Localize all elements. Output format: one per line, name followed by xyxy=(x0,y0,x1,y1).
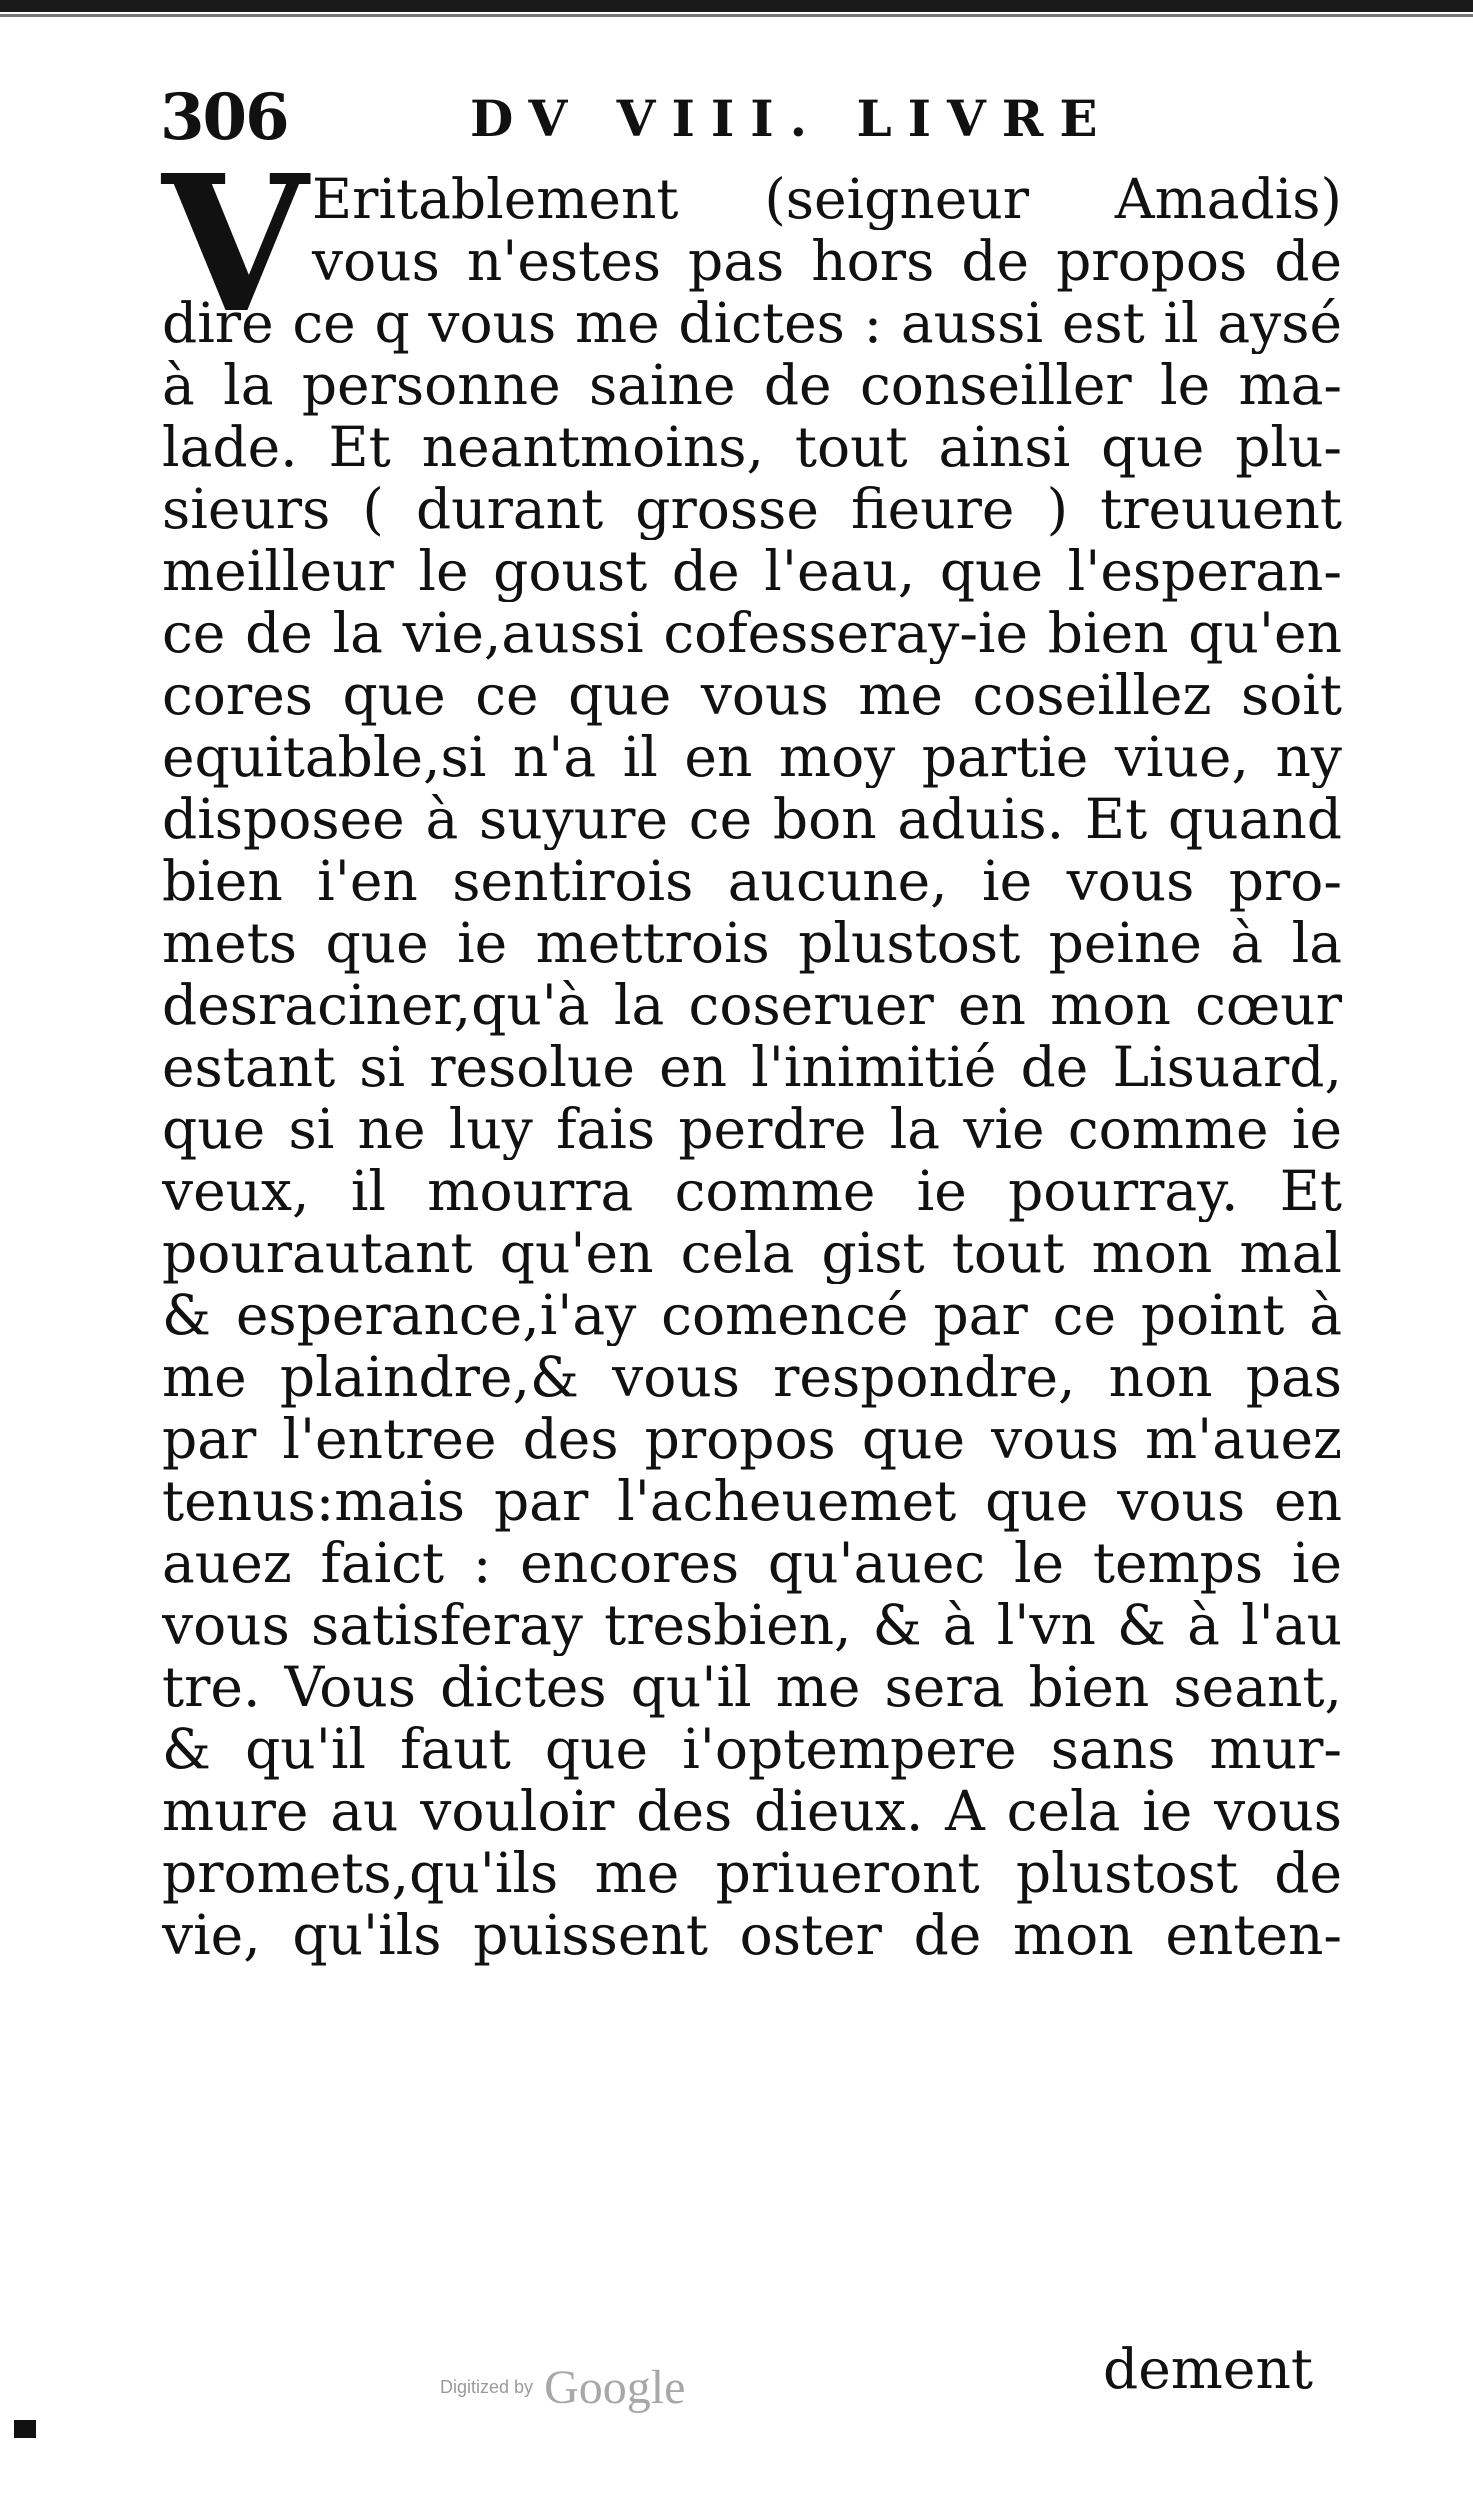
drop-cap: V xyxy=(162,134,308,355)
text-line: à la personne saine de conseiller le ma- xyxy=(162,354,1342,416)
top-border-thin-rule xyxy=(0,14,1473,17)
text-line: sieurs ( durant grosse fieure ) treuuent xyxy=(162,478,1342,540)
text-line: pourautant qu'en cela gist tout mon mal xyxy=(162,1222,1342,1284)
text-line: & esperance,i'ay comencé par ce point à xyxy=(162,1284,1342,1346)
text-line: & qu'il faut que i'optempere sans mur- xyxy=(162,1718,1342,1780)
text-line: tenus:mais par l'acheuemet que vous en xyxy=(162,1470,1342,1532)
text-line: bien i'en sentirois aucune, ie vous pro- xyxy=(162,850,1342,912)
text-line: mets que ie mettrois plustost peine à la xyxy=(162,912,1342,974)
text-line: vous n'estes pas hors de propos de xyxy=(312,230,1342,292)
text-line: dire ce q vous me dictes : aussi est il aysé xyxy=(162,292,1342,354)
text-line: desraciner,qu'à la coseruer en mon cœur xyxy=(162,974,1342,1036)
google-logo: Google xyxy=(544,2361,686,2414)
text-line: me plaindre,& vous respondre, non pas xyxy=(162,1346,1342,1408)
text-line: veux, il mourra comme ie pourray. Et xyxy=(162,1160,1342,1222)
text-line: mure au vouloir des dieux. A cela ie vous xyxy=(162,1780,1342,1842)
text-line: auez faict : encores qu'auec le temps ie xyxy=(162,1532,1342,1594)
digitized-watermark xyxy=(440,2360,685,2420)
running-title: DV VIII. LIVRE xyxy=(470,89,1114,148)
text-line: promets,qu'ils me priueront plustost de xyxy=(162,1842,1342,1904)
text-line: vie, qu'ils puissent oster de mon enten- xyxy=(162,1904,1342,1966)
text-line: cores que ce que vous me coseillez soit xyxy=(162,664,1342,726)
text-line: vous satisferay tresbien, & à l'vn & à l'au xyxy=(162,1594,1342,1656)
body-text xyxy=(162,134,1342,1966)
text-line: meilleur le goust de l'eau, que l'esperan- xyxy=(162,540,1342,602)
text-line: ce de la vie,aussi cofesseray-ie bien qu'en xyxy=(162,602,1342,664)
text-line: Eritablement (seigneur Amadis) xyxy=(312,168,1342,230)
text-line: lade. Et neantmoins, tout ainsi que plu- xyxy=(162,416,1342,478)
text-line: disposee à suyure ce bon aduis. Et quand xyxy=(162,788,1342,850)
catchword: dement xyxy=(1103,2337,1313,2401)
corner-ink-mark xyxy=(14,2420,36,2438)
text-line: tre. Vous dictes qu'il me sera bien seant, xyxy=(162,1656,1342,1718)
text-line: estant si resolue en l'inimitié de Lisuard, xyxy=(162,1036,1342,1098)
top-border-rule xyxy=(0,0,1473,12)
text-line: que si ne luy fais perdre la vie comme ie xyxy=(162,1098,1342,1160)
running-head xyxy=(160,78,1360,158)
page-number: 306 xyxy=(160,80,288,155)
text-line: par l'entree des propos que vous m'auez xyxy=(162,1408,1342,1470)
watermark-prefix: Digitized by xyxy=(440,2377,534,2397)
text-line: equitable,si n'a il en moy partie viue, ny xyxy=(162,726,1342,788)
